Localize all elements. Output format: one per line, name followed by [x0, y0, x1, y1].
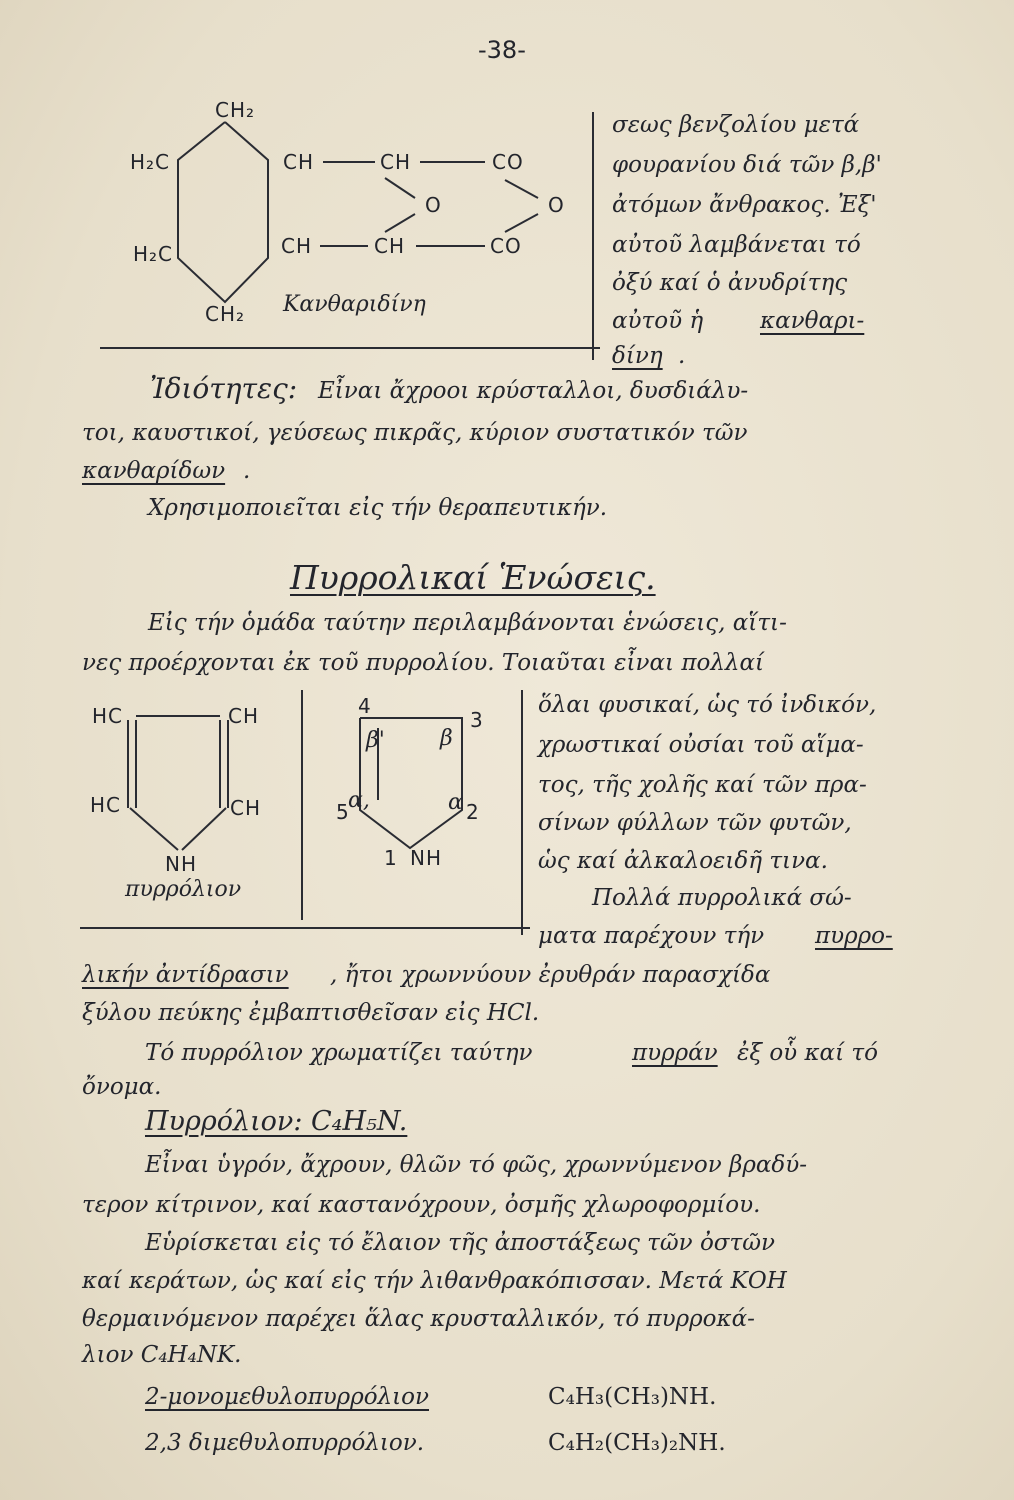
properties-label: Ἰδιότητες: [150, 372, 298, 405]
name-origin-underlined: πυρράν [632, 1040, 718, 1066]
position-3: 3 [470, 708, 484, 732]
pyrrole-hc-1: HC [92, 704, 124, 728]
right-text-line: ὡς καί ἀλκαλοειδῆ τινα. [538, 848, 828, 874]
position-2: 2 [466, 800, 480, 824]
side-text-line: ἀτόμων ἄνθρακος. Ἐξ' [612, 192, 877, 218]
properties-line: Εἶναι ἄχροοι κρύσταλλοι, δυσδιάλυ- [318, 378, 749, 404]
right-text-line: τος, τῆς χολῆς καί τῶν πρα- [538, 772, 867, 798]
properties-tail: . [243, 458, 251, 484]
bond-o-ch-1 [385, 214, 415, 232]
name-origin-line2: ὄνομα. [82, 1074, 162, 1100]
label-ch-a: CH [283, 150, 315, 174]
name-origin-pre: Τό πυρρόλιον χρωματίζει ταύτην [145, 1040, 533, 1066]
pyrrole-nh: NH [165, 852, 197, 876]
side-text-line: ὀξύ καί ὁ ἀνυδρίτης [612, 270, 848, 296]
position-5: 5 [336, 800, 350, 824]
reaction-line2: ξύλου πεύκης ἐμβαπτισθεῖσαν εἰς HCl. [82, 1000, 540, 1026]
pyrrole-desc-line: τερον κίτρινον, καί καστανόχρουν, ὀσμῆς χλωροφορμίου. [82, 1192, 761, 1218]
derivative-formula: C₄H₃(CH₃)NH. [548, 1384, 717, 1410]
section-title: Πυρρολικαί Ἑνώσεις. [290, 558, 656, 597]
bond-co-o-2 [505, 180, 538, 198]
side-text-line: σεως βενζολίου μετά [612, 112, 860, 138]
alpha: α [448, 790, 463, 815]
cantharidin-ring [178, 122, 268, 302]
pyrrole-desc-line: θερμαινόμενον παρέχει ἅλας κρυσταλλικόν, τό πυρροκά- [82, 1306, 755, 1332]
properties-underlined: κανθαρίδων [82, 458, 226, 484]
label-ch2-bottom: CH₂ [205, 302, 246, 326]
name-origin-post: ἐξ οὗ καί τό [737, 1040, 878, 1066]
side-text-line: φουρανίου διά τῶν β,β' [612, 152, 882, 178]
label-ch-c: CH [281, 234, 313, 258]
reaction-underlined: λικήν ἀντίδρασιν [82, 962, 289, 988]
derivative-formula: C₄H₂(CH₃)₂NH. [548, 1430, 726, 1456]
pyrrole-desc-line: λιον C₄H₄NK. [82, 1342, 242, 1368]
side-text-underlined: κανθαρι- [760, 308, 865, 334]
right-text-line: χρωστικαί οὐσίαι τοῦ αἵμα- [538, 732, 864, 758]
compounds-underlined: πυρρο- [815, 923, 893, 949]
pyrrole-heading: Πυρρόλιον: C₄H₅N. [145, 1106, 408, 1137]
label-ch2-top: CH₂ [215, 98, 256, 122]
compounds-line: ματα παρέχουν τήν [538, 923, 765, 949]
pyrrole-desc-line: Εὑρίσκεται εἰς τό ἔλαιον τῆς ἀποστάξεως τῶν ὀστῶν [145, 1230, 775, 1256]
bond-ch-o-1 [385, 178, 415, 198]
properties-line: τοι, καυστικοί, γεύσεως πικρᾶς, κύριον συστατικόν τῶν [82, 420, 748, 446]
label-h2c-1: H₂C [130, 150, 171, 174]
pyrrole-ch-2: CH [230, 796, 262, 820]
right-text-line: ὅλαι φυσικαί, ὡς τό ἰνδικόν, [538, 692, 877, 718]
pyrrole-desc-line: καί κεράτων, ὡς καί εἰς τήν λιθανθρακόπισσαν. Μετά ΚΟΗ [82, 1268, 787, 1294]
pyrrole-hc-2: HC [90, 793, 122, 817]
side-text-underlined: δίνη [612, 343, 663, 369]
cantharidin-caption: Κανθαριδίνη [283, 292, 426, 317]
pyrrole-lower-left [130, 808, 178, 850]
label-co-1: CO [492, 150, 524, 174]
alpha-prime: α, [348, 788, 370, 813]
label-co-2: CO [490, 234, 522, 258]
label-ch-b: CH [380, 150, 412, 174]
pyrrole-caption: πυρρόλιον [125, 877, 242, 902]
bond-o-co-2 [505, 214, 538, 232]
side-text-line: αὐτοῦ ἡ [612, 308, 704, 334]
label-o-2: O [548, 193, 565, 217]
position-1: 1 [384, 846, 398, 870]
right-text-line: Πολλά πυρρολικά σώ- [592, 885, 852, 911]
numbered-nh: NH [410, 846, 442, 870]
position-4: 4 [358, 694, 372, 718]
side-text-tail: . [678, 343, 686, 369]
right-text-line: σίνων φύλλων τῶν φυτῶν, [538, 810, 852, 836]
pyrrole-lower-right [182, 808, 226, 850]
label-ch-d: CH [374, 234, 406, 258]
beta-prime: β' [366, 728, 385, 753]
derivative-name: 2-μονομεθυλοπυρρόλιον [145, 1384, 429, 1410]
derivative-name: 2,3 διμεθυλοπυρρόλιον. [145, 1430, 425, 1456]
reaction-rest: , ἤτοι χρωννύουν ἐρυθράν παρασχίδα [330, 962, 771, 988]
label-o-1: O [425, 193, 442, 217]
page-number: -38- [478, 36, 526, 64]
properties-line: Χρησιμοποιεῖται εἰς τήν θεραπευτικήν. [148, 495, 608, 521]
intro-line: Εἰς τήν ὁμάδα ταύτην περιλαμβάνονται ἑνώσεις, αἵτι- [148, 610, 787, 636]
pyrrole-desc-line: Εἶναι ὑγρόν, ἄχρουν, θλῶν τό φῶς, χρωννύμενον βραδύ- [145, 1152, 808, 1178]
label-h2c-2: H₂C [133, 242, 174, 266]
intro-line: νες προέρχονται ἐκ τοῦ πυρρολίου. Τοιαῦται εἶναι πολλαί [82, 650, 765, 676]
pyrrole-ch-1: CH [228, 704, 260, 728]
side-text-line: αὐτοῦ λαμβάνεται τό [612, 232, 861, 258]
beta: β [440, 726, 453, 751]
